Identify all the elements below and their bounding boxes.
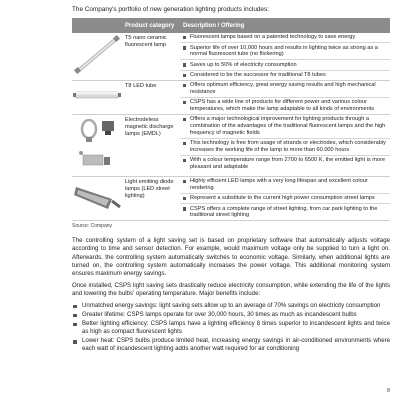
intro-text: The Company's portfolio of new generation lighting products includes: (72, 6, 269, 13)
header-product-category: Product category (122, 18, 180, 33)
product-category: Electrodeless magnetic discharge lamps (EMDL) (125, 117, 174, 137)
product-image-cell (72, 115, 122, 177)
table-source: Source: Company (72, 223, 113, 230)
page-number: 8 (386, 388, 390, 394)
header-image-cell (72, 18, 122, 33)
body-paragraph: Once installed, CSPS light saving sets drastically reduce electricity consumption, while extending the life of the lights and lowering the bulbs' operating temperature. Major benefits include: (72, 281, 390, 297)
product-category: T8 LED tube (125, 83, 157, 90)
table-header-row (72, 18, 390, 33)
description-list (180, 33, 390, 80)
list-item: Offers optimum efficiency, great energy saving results and high mechanical resistance (180, 81, 390, 98)
product-category: Light emitting diode lamps (LED street lighting) (125, 179, 174, 199)
product-image-cell (72, 33, 122, 81)
table-row (72, 177, 390, 221)
product-image-cell (72, 81, 122, 115)
list-item: Considered to be the successor for traditional T8 tubes (180, 71, 390, 80)
list-item: Fluorescent lamps based on a patented technology to save energy (180, 33, 390, 43)
list-item: Greater lifetime: CSPS lamps operate for over 30,000 hours, 30 times as much as incandescent bulbs (72, 311, 390, 319)
list-item: CSPS has a wide line of products for different power and various colour temperatures, which make the lamp adaptable to all kinds of environments (180, 98, 390, 114)
led-tube-icon (72, 81, 122, 109)
induction-lamp-icon (72, 115, 122, 175)
table-row (72, 33, 390, 81)
description-list (180, 81, 390, 114)
list-item: This technology is free from usage of strands or electrodes, which considerably increases the working life of the lamp to more than 60.000 hours (180, 139, 390, 156)
product-portfolio-table (72, 18, 390, 221)
list-item: Offers a major technological improvement for lighting products through a combination of the advantages of the traditional fluorescent lamps and the high frequency of magnetic fields (180, 115, 390, 139)
list-item: With a colour temperature range from 2700 to 6500 K, the emitted light is more pleasant and adaptable (180, 156, 390, 172)
description-list (180, 115, 390, 172)
fluorescent-lamp-icon (72, 33, 122, 77)
list-item: Lower heat: CSPS bulbs produce limited heat, increasing energy savings in air-conditioned environments where each watt of incandescent lighting adds another watt required for air conditioning (72, 337, 390, 353)
product-image-cell (72, 177, 122, 221)
table-row (72, 115, 390, 177)
body-paragraph: The controlling system of a light saving set is based on proprietary software that automatically adjusts voltage according to time and sensor detection. For example, would maximum voltage only be supplied to turn a light on. Afterwards, the controlling system automatically switches to economic voltage. Similarly, when additional lights are turned on, the controlling system automatically increases the power voltage. This additional monitoring system ensures maximum energy savings. (72, 237, 390, 277)
list-item: Represent a substitute to the current high power consumption street lamps (180, 194, 390, 204)
list-item: CSPS offers a complete range of street lighting, from car park lighting to the traditional street lighting (180, 204, 390, 220)
list-item: Saves up to 50% of electricity consumption (180, 60, 390, 70)
benefits-list (72, 302, 390, 354)
list-item: Superior life of over 10,000 hours and results in lighting twice as strong as a normal fluorescent tube (no flickering) (180, 43, 390, 60)
table-row (72, 81, 390, 115)
product-category: T5 nano ceramic fluorescent lamp (125, 35, 167, 48)
list-item: Better lighting efficiency: CSPS lamps have a lighting efficiency 8 times superior to incandescent lights and twice as high as compact fluorescent lights (72, 320, 390, 336)
header-description: Description / Offering (180, 18, 390, 33)
list-item: Unmatched energy savings: light saving sets allow up to an average of 70% savings on electricity consumption (72, 302, 390, 310)
description-list (180, 177, 390, 220)
document-page (72, 6, 390, 355)
led-street-light-icon (72, 177, 122, 215)
list-item: Highly efficient LED lamps with a very long lifespan and excellent colour rendering (180, 177, 390, 194)
